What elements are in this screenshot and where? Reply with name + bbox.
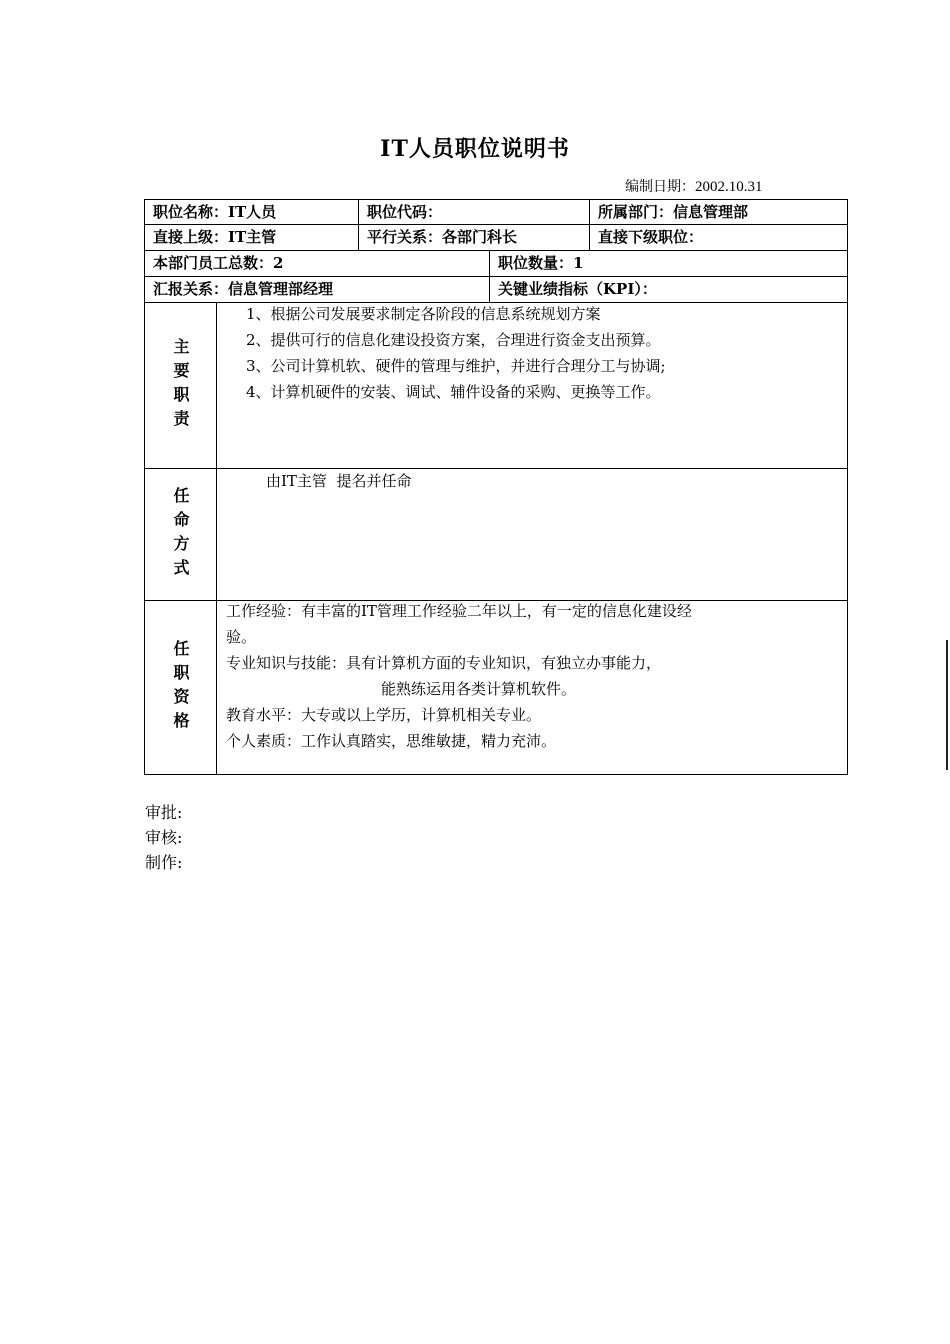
direct-subordinate-cell: 直接下级职位：: [589, 224, 848, 251]
qualification-line: 专业知识与技能：具有计算机方面的专业知识，有独立办事能力，: [226, 654, 662, 672]
appointment-text: 由IT主管 提名并任命: [266, 472, 412, 490]
qualification-line: 教育水平：大专或以上学历，计算机相关专业。: [226, 706, 542, 724]
qualification-line: 工作经验：有丰富的IT管理工作经验二年以上，有一定的信息化建设经: [226, 602, 692, 620]
compile-date-label: 编制日期：: [625, 179, 695, 195]
appointment-label: 任命方式: [171, 486, 190, 583]
duties-label-cell: [144, 302, 217, 469]
duties-label: 主要职责: [171, 337, 190, 434]
qualifications-list: [226, 598, 692, 754]
qualification-line: 验。: [226, 628, 257, 646]
qualifications-label-cell: [144, 600, 217, 775]
page-edge-mark: [946, 640, 948, 770]
qualification-line: 个人素质：工作认真踏实，思维敏捷，精力充沛。: [226, 732, 557, 750]
department-cell: 所属部门：信息管理部: [589, 199, 848, 225]
qualifications-label: 任职资格: [171, 639, 190, 736]
duty-item: 3、公司计算机软、硬件的管理与维护，并进行合理分工与协调;: [246, 357, 666, 375]
duty-item: 2、提供可行的信息化建设投资方案，合理进行资金支出预算。: [246, 331, 661, 349]
approval-signoff: 审批:: [145, 803, 183, 822]
kpi-cell: 关键业绩指标（KPI）：: [489, 276, 848, 303]
parallel-relation-cell: 平行关系：各部门科长: [358, 224, 590, 251]
position-quantity-cell: 职位数量：1: [489, 250, 848, 277]
position-name-cell: 职位名称：IT人员: [144, 199, 359, 225]
qualification-line: 能熟练运用各类计算机软件。: [381, 680, 577, 698]
prepared-by-signoff: 制作:: [145, 853, 183, 872]
position-code-cell: 职位代码：: [358, 199, 590, 225]
direct-superior-cell: 直接上级：IT主管: [144, 224, 359, 251]
duties-list: [246, 301, 666, 405]
document-title: IT人员职位说明书: [380, 136, 570, 162]
duty-item: 4、计算机硬件的安装、调试、辅件设备的采购、更换等工作。: [246, 383, 661, 401]
compile-date-value: 2002.10.31: [695, 179, 763, 195]
duty-item: 1、根据公司发展要求制定各阶段的信息系统规划方案: [246, 305, 601, 323]
compile-date: [625, 176, 763, 196]
reporting-relation-cell: 汇报关系：信息管理部经理: [144, 276, 490, 303]
appointment-label-cell: [144, 468, 217, 601]
review-signoff: 审核:: [145, 828, 183, 847]
department-staff-count-cell: 本部门员工总数：2: [144, 250, 490, 277]
